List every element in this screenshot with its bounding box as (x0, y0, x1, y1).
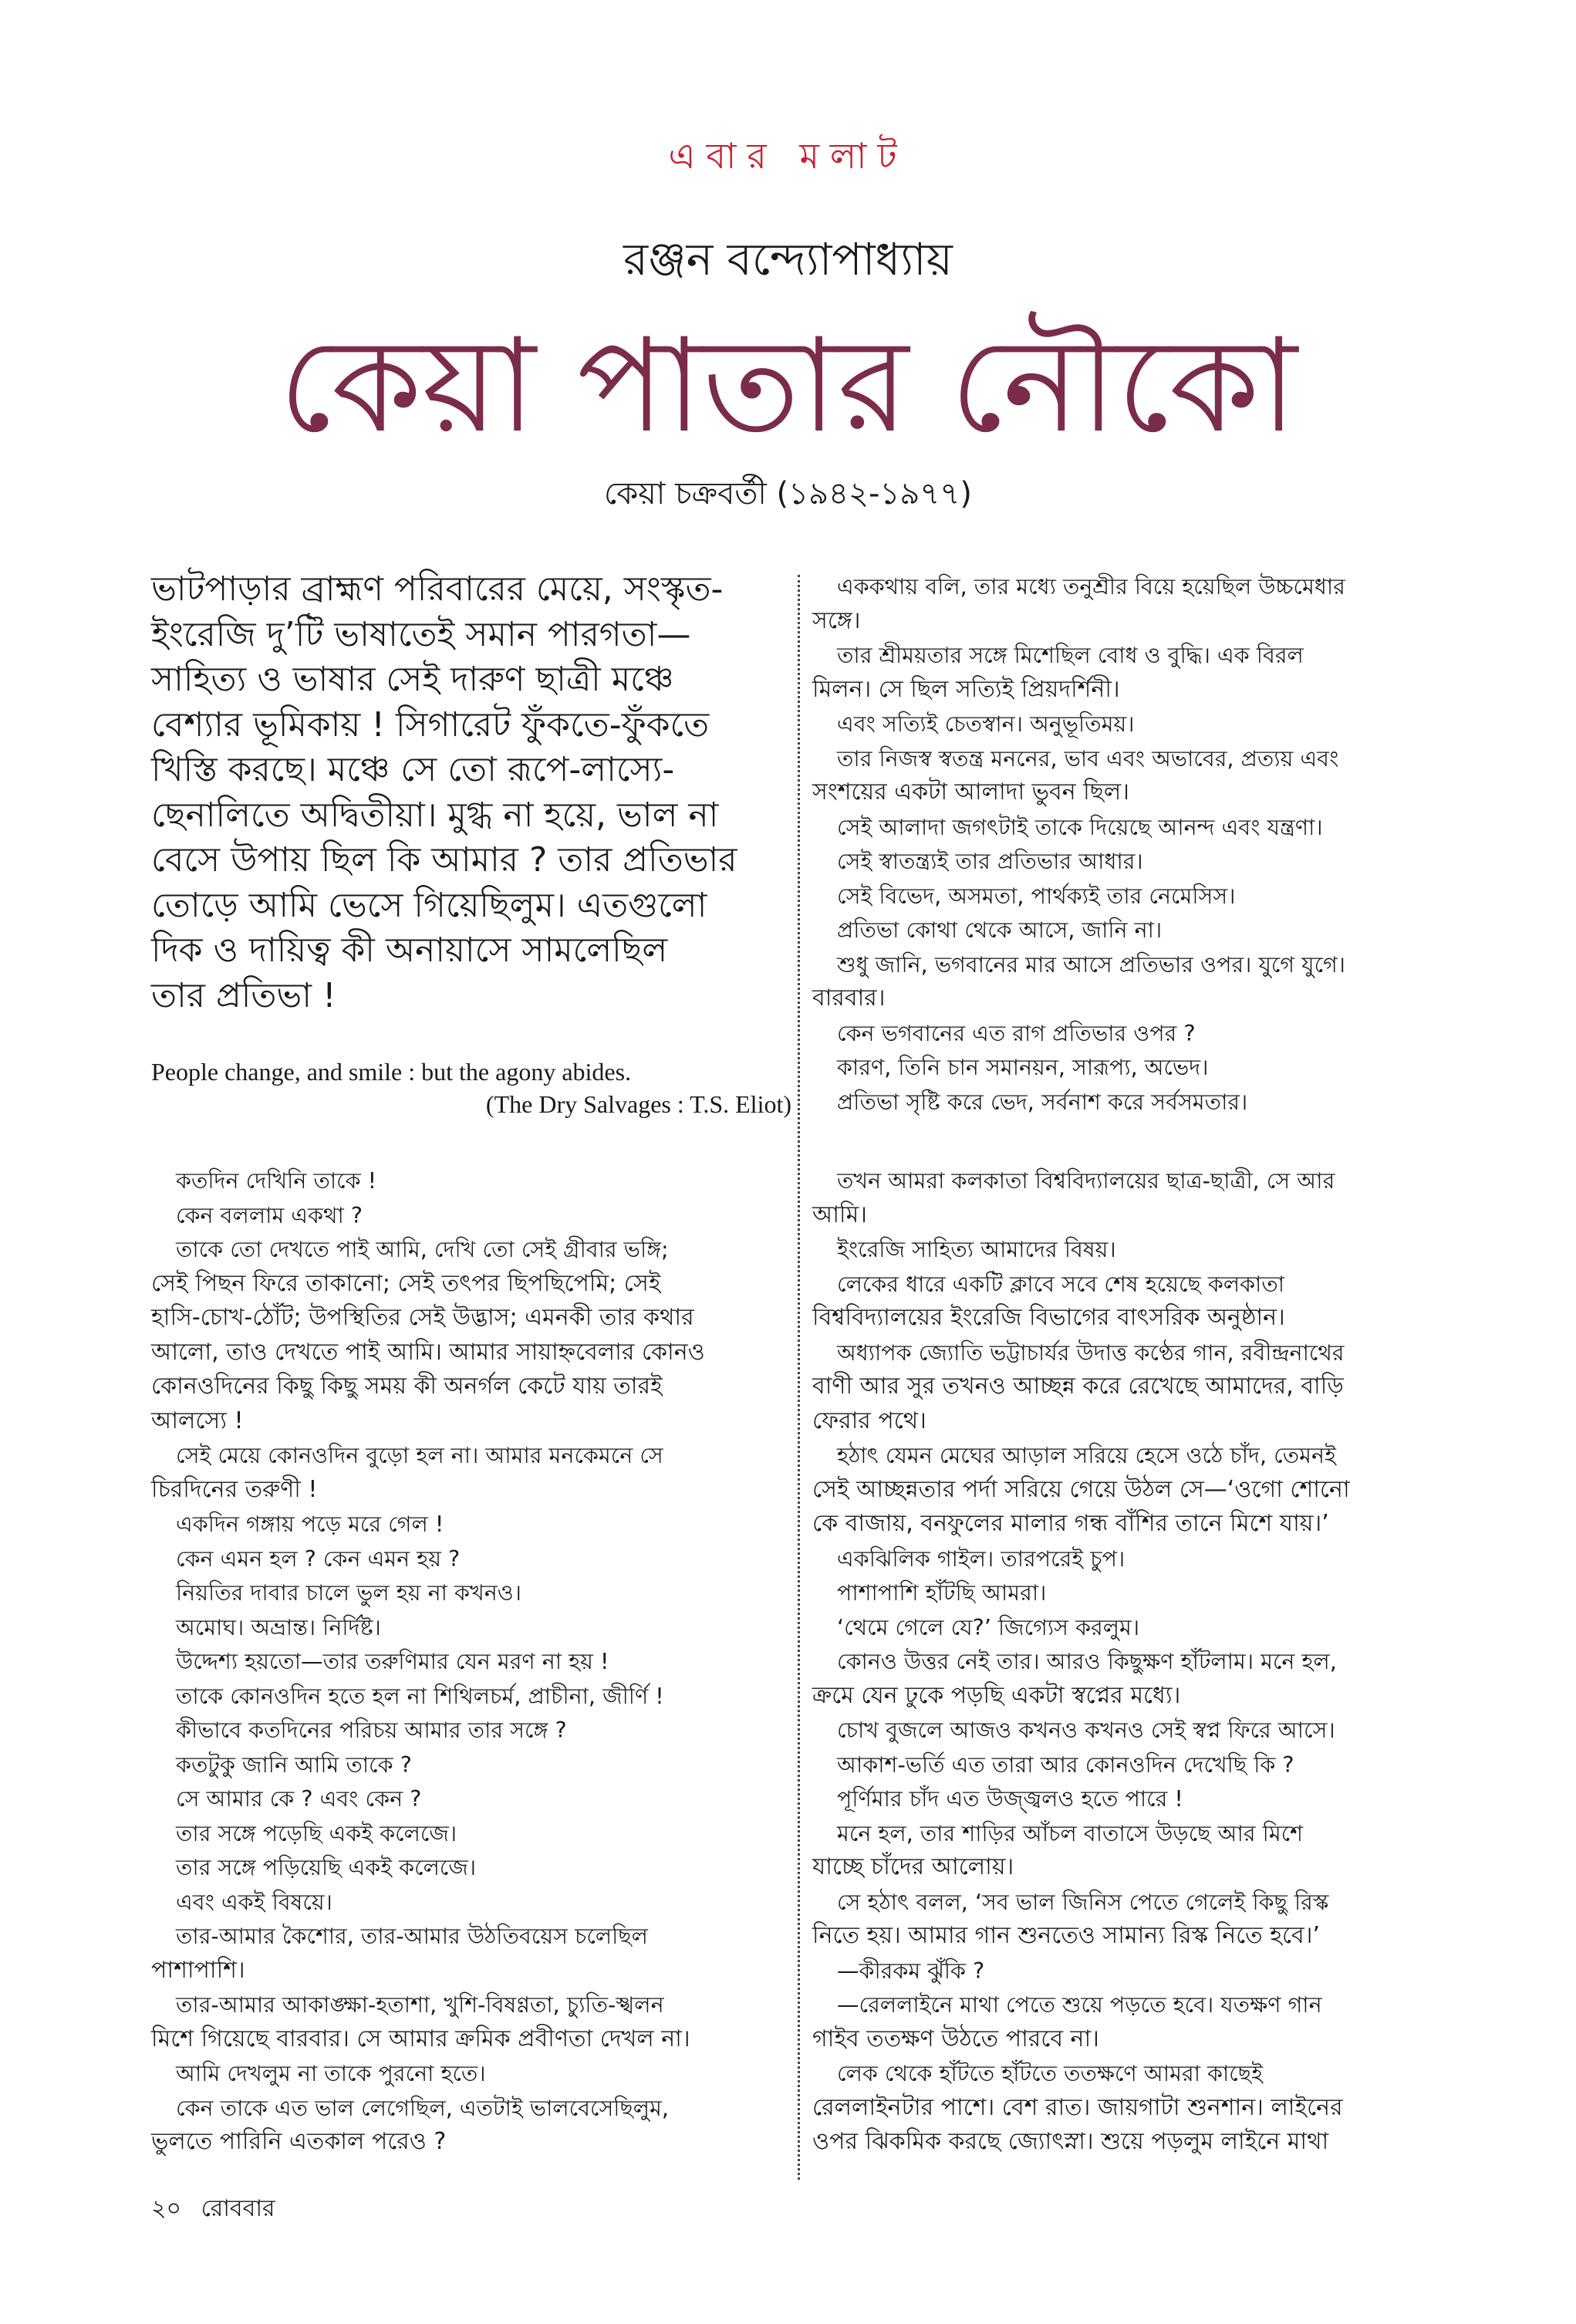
body-line: ‘থেমে গেলে যে?’ জিগ্যেস করলুম। (837, 1613, 1140, 1640)
body-line: কারণ, তিনি চান সমানয়ন, সারূপ্য, অভেদ। (837, 1054, 1209, 1080)
page-footer (151, 2190, 275, 2229)
body-line: উদ্দেশ্য হয়তো—তার তরুণিমার যেন মরণ না হয় ! (176, 1648, 609, 1674)
epigraph-text: People change, and smile : but the agony abides. (151, 1058, 632, 1086)
body-line: গাইব ততক্ষণ উঠতে পারবে না। (812, 2025, 1099, 2052)
body-line: বিশ্ববিদ্যালয়ের ইংরেজি বিভাগের বাৎসরিক অনুষ্ঠান। (812, 1304, 1285, 1331)
body-line: এবং একই বিষয়ে। (176, 1888, 332, 1915)
body-line: সেই বিভেদ, অসমতা, পার্থক্যই তার নেমেসিস। (837, 882, 1236, 909)
body-line: তার সঙ্গে পড়েছি একই কলেজে। (176, 1819, 457, 1846)
body-line: হাসি-চোখ-ঠোঁট; উপস্থিতির সেই উদ্ভাস; এমনকী তার কথার (151, 1304, 694, 1331)
body-line: কতদিন দেখিনি তাকে ! (176, 1167, 377, 1194)
body-line: কেন বললাম একথা ? (176, 1201, 363, 1228)
body-line: চোখ বুজলে আজও কখনও কখনও সেই স্বপ্ন ফিরে আসে। (837, 1717, 1335, 1743)
body-line: আলস্যে ! (151, 1407, 244, 1434)
body-line: কেন ভগবানের এত রাগ প্রতিভার ওপর ? (837, 1019, 1196, 1046)
article-title: কেয়া পাতার নৌকো (278, 310, 1298, 461)
page-number: ২০ (151, 2195, 182, 2222)
body-line: অমোঘ। অভ্রান্ত। নির্দিষ্ট। (176, 1613, 381, 1640)
intro-line: ছেনালিতে অদ্বিতীয়া। মুগ্ধ না হয়ে, ভাল না (151, 795, 719, 835)
body-line: সেই পিছন ফিরে তাকানো; সেই তৎপর ছিপছিপেমি; সেই (151, 1269, 661, 1297)
body-line: নিতে হয়। আমার গান শুনতেও সামান্য রিস্ক নিতে হবে।’ (812, 1922, 1321, 1949)
intro-line: খিস্তি করছে। মঞ্চে সে তো রূপে-লাস্যে- (151, 750, 675, 789)
body-line: সে হঠাৎ বলল, ‘সব ভাল জিনিস পেতে গেলেই কিছু রিস্ক (837, 1888, 1329, 1915)
body-line: একঝিলিক গাইল। তারপরেই চুপ। (837, 1545, 1125, 1572)
body-line: মিলন। সে ছিল সত্যিই প্রিয়দর্শিনী। (812, 675, 1120, 703)
body-line: কোনও উত্তর নেই তার। আরও কিছুক্ষণ হাঁটলাম। মনে হল, (837, 1648, 1337, 1674)
body-line: নিয়তির দাবার চালে ভুল হয় না কখনও। (176, 1579, 521, 1606)
author-byline: রঞ্জন বন্দ্যোপাধ্যায় (623, 233, 953, 285)
body-line: ইংরেজি সাহিত্য আমাদের বিষয়। (837, 1236, 1116, 1262)
body-line: কেন তাকে এত ভাল লেগেছিল, এতটাই ভালবেসেছিলুম, (176, 2094, 669, 2121)
body-line: সেই স্বাতন্ত্র্যই তার প্রতিভার আধার। (837, 848, 1143, 874)
body-line: —রেললাইনে মাথা পেতে শুয়ে পড়তে হবে। যতক্ষণ গান (837, 1991, 1322, 2018)
body-line: এবং সত্যিই চেতস্বান। অনুভূতিময়। (837, 711, 1135, 737)
body-line: আমি দেখলুম না তাকে পুরনো হতে। (176, 2060, 486, 2086)
body-line: তার নিজস্ব স্বতন্ত্র মননের, ভাব এবং অভাবের, প্রত্যয় এবং (837, 745, 1339, 772)
body-line: এককথায় বলি, তার মধ্যে তনুশ্রীর বিয়ে হয়েছিল উচ্চমেধার (837, 573, 1345, 600)
body-line: লেক থেকে হাঁটতে হাঁটতে ততক্ষণে আমরা কাছেই (837, 2060, 1263, 2086)
intro-line: দিক ও দায়িত্ব কী অনায়াসে সামলেছিল (151, 931, 668, 970)
body-line: তখন আমরা কলকাতা বিশ্ববিদ্যালয়ের ছাত্র-ছাত্রী, সে আর (837, 1167, 1335, 1194)
body-line: বারবার। (812, 985, 886, 1012)
intro-paragraph (151, 567, 791, 1018)
body-line: বাণী আর সুর তখনও আচ্ছন্ন করে রেখেছে আমাদের, বাড়ি (812, 1373, 1344, 1400)
body-line: সঙ্গে। (812, 606, 861, 634)
body-line: ভুলতে পারিনি এতকাল পরেও ? (151, 2128, 447, 2155)
body-line: চিরদিনের তরুণী ! (151, 1475, 318, 1503)
body-line: মিশে গিয়েছে বারবার। সে আমার ক্রমিক প্রবীণতা দেখল না। (151, 2025, 690, 2052)
body-line: অধ্যাপক জ্যোতি ভট্টাচার্যর উদাত্ত কণ্ঠের গান, রবীন্দ্রনাথের (837, 1339, 1345, 1366)
body-line: পাশাপাশি। (151, 1956, 245, 1984)
body-line: সেই আচ্ছন্নতার পর্দা সরিয়ে গেয়ে উঠল সে—‘ওগো শোনো (812, 1475, 1350, 1503)
body-line: প্রতিভা সৃষ্টি করে ভেদ, সর্বনাশ করে সর্বসমতার। (837, 1088, 1248, 1115)
body-line: ক্রমে যেন ঢুকে পড়ছি একটা স্বপ্নের মধ্যে। (812, 1681, 1181, 1709)
intro-line: ভাটপাড়ার ব্রাহ্মণ পরিবারের মেয়ে, সংস্কৃত- (151, 569, 724, 609)
left-column-body (151, 1164, 791, 2160)
body-line: কেন এমন হল ? কেন এমন হয় ? (176, 1545, 461, 1572)
body-line: কে বাজায়, বনফুলের মালার গন্ধ বাঁশির তানে মিশে যায়।’ (812, 1510, 1329, 1537)
body-line: যাচ্ছে চাঁদের আলোয়। (812, 1853, 1014, 1880)
body-line: একদিন গঙ্গায় পড়ে মরে গেল ! (176, 1511, 444, 1537)
body-line: তাকে কোনওদিন হতে হল না শিথিলচর্ম, প্রাচীনা, জীর্ণি ! (176, 1682, 664, 1709)
intro-line: তোড়ে আমি ভেসে গিয়েছিলুম। এতগুলো (151, 885, 707, 925)
body-line: সেই মেয়ে কোনওদিন বুড়ো হল না। আমার মনকেমনে সে (176, 1442, 663, 1468)
body-line: তাকে তো দেখতে পাই আমি, দেখি তো সেই গ্রীবার ভঙ্গি; (176, 1236, 669, 1262)
body-line: পাশাপাশি হাঁটছি আমরা। (837, 1579, 1047, 1606)
body-line: ফেরার পথে। (812, 1407, 926, 1434)
body-line: আলো, তাও দেখতে পাই আমি। আমার সায়াহ্নবেলার কোনও (151, 1338, 705, 1366)
body-line: সেই আলাদা জগৎটাই তাকে দিয়েছে আনন্দ এবং যন্ত্রণা। (837, 813, 1323, 840)
epigraph-source: (The Dry Salvages : T.S. Eliot) (485, 1090, 791, 1118)
section-kicker: এবার মলাট (668, 135, 908, 177)
body-line: তার-আমার কৈশোর, তার-আমার উঠতিবয়েস চলেছিল (176, 1923, 648, 1949)
body-line: কতটুকু জানি আমি তাকে ? (176, 1751, 412, 1778)
body-line: হঠাৎ যেমন মেঘের আড়াল সরিয়ে হেসে ওঠে চাঁদ, তেমনই (837, 1442, 1336, 1468)
body-line: সংশয়ের একটা আলাদা ভুবন ছিল। (812, 779, 1130, 806)
epigraph (151, 1056, 791, 1120)
intro-line: ইংরেজি দু’টি ভাষাতেই সমান পারগতা— (151, 614, 691, 654)
intro-line: বেসে উপায় ছিল কি আমার ? তার প্রতিভার (151, 840, 737, 880)
body-line: তার শ্রীময়তার সঙ্গে মিশেছিল বোধ ও বুদ্ধি। এক বিরল (837, 642, 1304, 668)
body-line: আকাশ-ভর্তি এত তারা আর কোনওদিন দেখেছি কি ? (837, 1751, 1294, 1778)
body-line: মনে হল, তার শাড়ির আঁচল বাতাসে উড়ছে আর মিশে (837, 1819, 1304, 1846)
intro-line: তার প্রতিভা ! (151, 975, 336, 1015)
body-line: ওপর ঝিকমিক করছে জ্যোৎস্না। শুয়ে পড়লুম লাইনে মাথা (812, 2128, 1329, 2155)
body-line: পূর্ণিমার চাঁদ এত উজ্জ্বলও হতে পারে ! (837, 1785, 1183, 1812)
body-line: তার-আমার আকাঙ্ক্ষা-হতাশা, খুশি-বিষণ্ণতা, চ্যুতি-স্খলন (176, 1991, 664, 2018)
subject-caption: কেয়া চক্রবর্তী (১৯৪২-১৯৭৭) (603, 476, 972, 512)
body-line: লেকের ধারে একটি ক্লাবে সবে শেষ হয়েছে কলকাতা (837, 1270, 1285, 1297)
body-line: আমি। (812, 1201, 867, 1228)
column-divider (798, 575, 800, 2180)
body-line: প্রতিভা কোথা থেকে আসে, জানি না। (837, 917, 1163, 943)
right-column-lower-body (812, 1164, 1453, 2160)
body-line: শুধু জানি, ভগবানের মার আসে প্রতিভার ওপর। যুগে যুগে। (837, 951, 1345, 978)
intro-line: বেশ্যার ভূমিকায় ! সিগারেট ফুঁকতে-ফুঁকতে (151, 704, 710, 745)
intro-line: সাহিত্য ও ভাষার সেই দারুণ ছাত্রী মঞ্চে (151, 660, 674, 699)
body-line: কীভাবে কতদিনের পরিচয় আমার তার সঙ্গে ? (176, 1717, 567, 1743)
body-line: কোনওদিনের কিছু কিছু সময় কী অনর্গল কেটে যায় তারই (151, 1373, 663, 1400)
body-line: রেললাইনটার পাশে। বেশ রাত। জায়গাটা শুনশান। লাইনের (812, 2093, 1343, 2121)
body-line: সে আমার কে ? এবং কেন ? (176, 1785, 422, 1812)
body-line: তার সঙ্গে পড়িয়েছি একই কলেজে। (176, 1854, 477, 1880)
body-line: —কীরকম ঝুঁকি ? (837, 1957, 985, 1984)
right-column-top-body (812, 569, 1453, 1119)
magazine-name: রোববার (201, 2195, 275, 2222)
